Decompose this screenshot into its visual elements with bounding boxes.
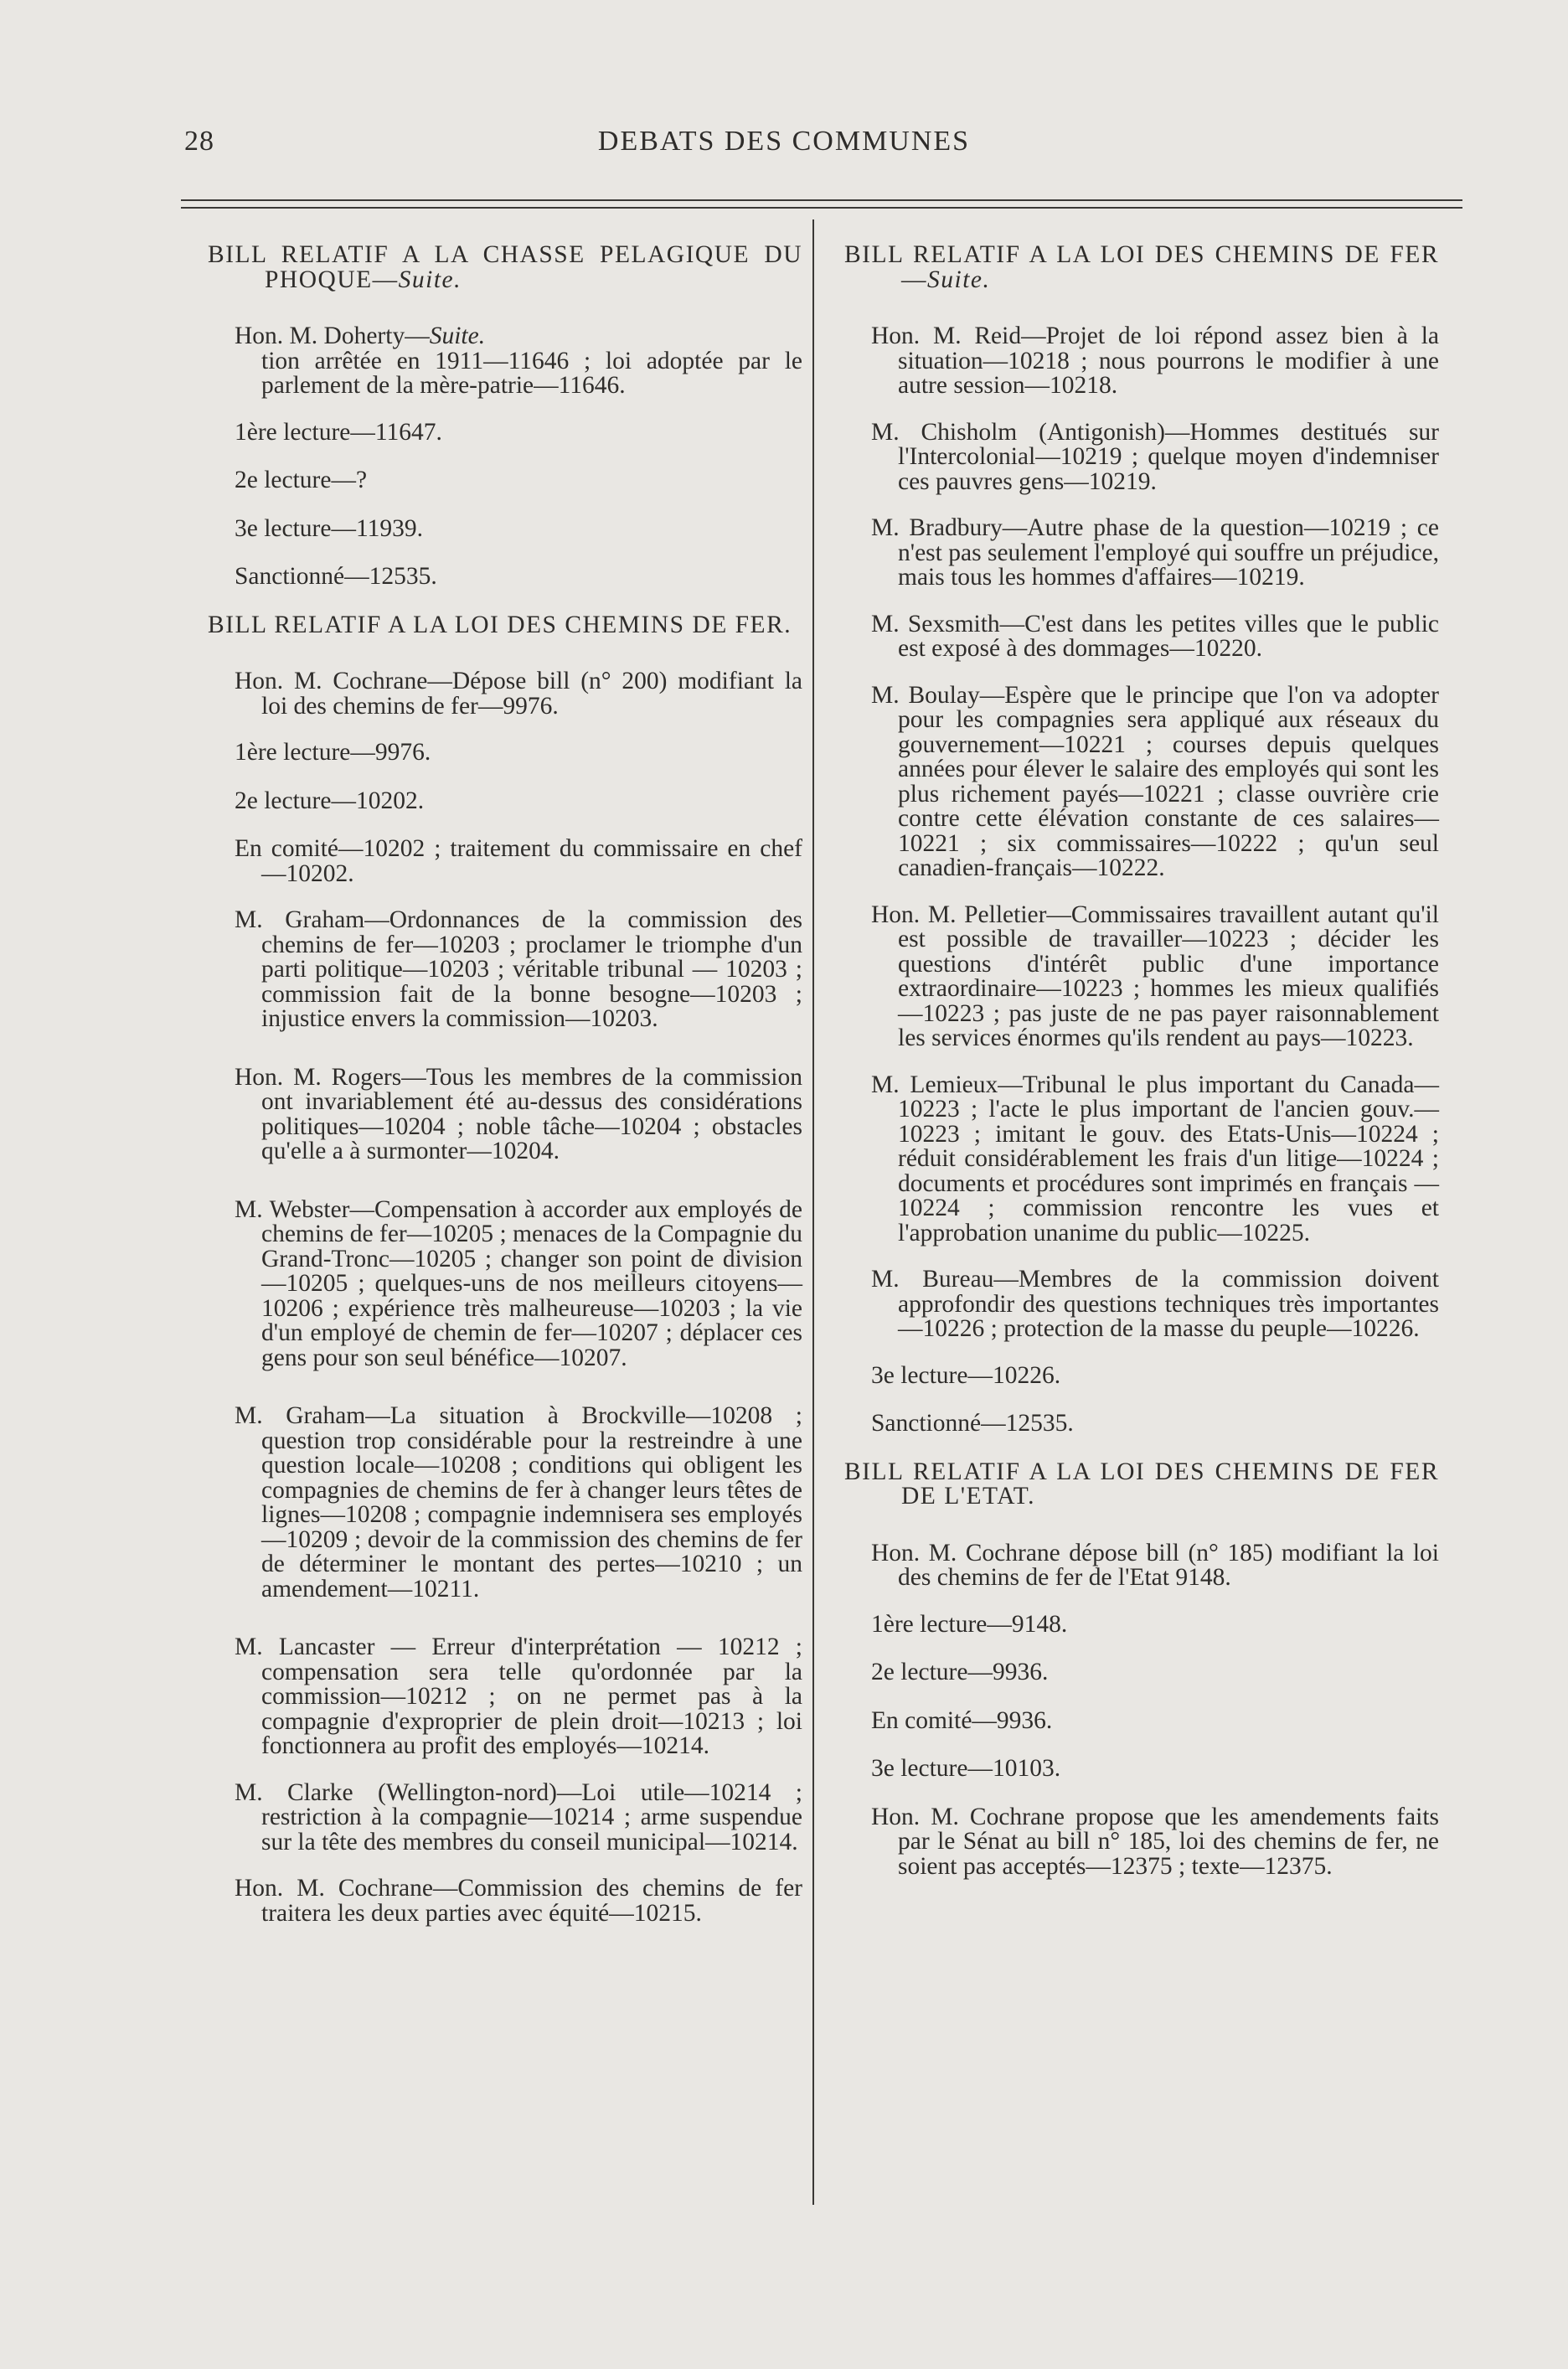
index-entry: 2e lecture—10202. xyxy=(235,787,425,814)
index-entry: M. Webster—Compensation à accorder aux employés de chemins de fer—10205 ; menaces de la Compagnie du Grand-Tronc—10205 ; changer son point de division—10205 ; quelques-uns de nos meilleurs citoyens—10206 ; expérience très malheureuse—10203 ; la vie d'un employé de chemin de fer—10207 ; déplacer ces gens pour son seul bénéfice—10207. xyxy=(235,1195,802,1371)
index-entry: Hon. M. Cochrane dépose bill (n° 185) modifiant la loi des chemins de fer de l'Etat 9148. xyxy=(871,1539,1439,1591)
index-entry: Hon. M. Reid—Projet de loi répond assez bien à la situation—10218 ; nous pourrons le modifier à une autre session—10218. xyxy=(871,323,1439,399)
index-entry: Hon. M. Cochrane—Commission des chemins de fer traitera les deux parties avec équité—10215. xyxy=(235,1875,802,1927)
bill-heading: BILL RELATIF A LA CHASSE PELAGIQUE DU PHOQUE—Suite. xyxy=(208,241,802,293)
index-entry: Sanctionné—12535. xyxy=(871,1410,1074,1437)
index-entry: Hon. M. Cochrane—Dépose bill (n° 200) modifiant la loi des chemins de fer—9976. xyxy=(235,668,802,720)
suite-label: Suite. xyxy=(429,323,486,349)
page-number: 28 xyxy=(184,126,214,157)
index-entry: M. Lemieux—Tribunal le plus important du Canada—10223 ; l'acte le plus important de l'ancien gouv.—10223 ; imitant le gouv. des Etats-Unis—10224 ; réduit considérablement les frais d'un litige—10224 ; documents et procédures sont imprimés en français —10224 ; commission rencontre les vues et l'approbation unanime du public—10225. xyxy=(871,1071,1439,1246)
header-rule-bottom xyxy=(181,207,1462,209)
index-entry: 3e lecture—11939. xyxy=(235,514,423,542)
suite-label: Suite. xyxy=(927,266,991,293)
suite-label: Suite. xyxy=(398,266,462,293)
bill-heading: BILL RELATIF A LA LOI DES CHEMINS DE FER DE L'ETAT. xyxy=(844,1458,1439,1510)
index-entry: Hon. M. Pelletier—Commissaires travaillent autant qu'il est possible de travailler—10223 ; décider les questions d'intérêt public d'une importance extraordinaire—10223 ; hommes les mieux qualifiés—10223 ; pas juste de ne pas payer raisonnablement les services énormes qu'ils rendent au pays—10223. xyxy=(871,901,1439,1051)
header-rule-top xyxy=(181,199,1462,201)
index-entry: 3e lecture—10226. xyxy=(871,1361,1061,1389)
index-entry: 1ère lecture—11647. xyxy=(235,418,442,446)
index-entry: Hon. M. Cochrane propose que les amendements faits par le Sénat au bill n° 185, loi des chemins de fer, ne soient pas acceptés—12375 ; texte—12375. xyxy=(871,1803,1439,1880)
index-entry: Hon. M. Doherty—Suite. tion arrêtée en 1911—11646 ; loi adoptée par le parlement de la mère-patrie—11646. xyxy=(235,323,802,399)
index-entry: En comité—10202 ; traitement du commissaire en chef—10202. xyxy=(235,835,802,887)
index-entry: 1ère lecture—9148. xyxy=(871,1610,1068,1638)
index-entry: 3e lecture—10103. xyxy=(871,1755,1061,1782)
index-entry: En comité—9936. xyxy=(871,1706,1053,1734)
index-entry: M. Bureau—Membres de la commission doivent approfondir des questions techniques très importantes—10226 ; protection de la masse du peuple—10226. xyxy=(871,1266,1439,1342)
index-entry: M. Clarke (Wellington-nord)—Loi utile—10214 ; restriction à la compagnie—10214 ; arme suspendue sur la tête des membres du conseil municipal—10214. xyxy=(235,1778,802,1855)
index-entry: Hon. M. Rogers—Tous les membres de la commission ont invariablement été au-dessus des considérations politiques—10204 ; noble tâche—10204 ; obstacles qu'elle a à surmonter—10204. xyxy=(235,1063,802,1164)
right-column xyxy=(844,243,1439,1901)
index-entry: 2e lecture—? xyxy=(235,467,368,493)
index-entry: M. Bradbury—Autre phase de la question—10219 ; ce n'est pas seulement l'employé qui souffre un préjudice, mais tous les hommes d'affaires—10219. xyxy=(871,514,1439,591)
index-entry: M. Boulay—Espère que le principe que l'on va adopter pour les compagnies sera appliqué aux réseaux du gouvernement—10221 ; courses depuis quelques années pour élever le salaire des employés qui sont les plus richement payés—10221 ; classe ouvrière crie contre cette élévation constante de ces salaires—10221 ; six commissaires—10222 ; qu'un seul canadien-français—10222. xyxy=(871,681,1439,881)
running-title: DEBATS DES COMMUNES xyxy=(597,126,971,157)
index-entry: M. Lancaster — Erreur d'interprétation — 10212 ; compensation sera telle qu'ordonnée par la commission—10212 ; on ne permet pas à la compagnie d'exproprier de plein droit—10213 ; loi fonctionnera au profit des employés—10214. xyxy=(235,1634,802,1759)
index-entry: M. Graham—Ordonnances de la commission des chemins de fer—10203 ; proclamer le triomphe d'un parti politique—10203 ; véritable tribunal — 10203 ; commission fait de la bonne besogne—10203 ; injustice envers la commission—10203. xyxy=(235,906,802,1032)
left-column xyxy=(208,243,802,1948)
index-entry: Sanctionné—12535. xyxy=(235,563,437,590)
bill-heading: BILL RELATIF A LA LOI DES CHEMINS DE FER—Suite. xyxy=(844,241,1439,293)
index-entry: M. Chisholm (Antigonish)—Hommes destitués sur l'Intercolonial—10219 ; quelque moyen d'indemniser ces pauvres gens—10219. xyxy=(871,418,1439,495)
bill-heading: BILL RELATIF A LA LOI DES CHEMINS DE FER. xyxy=(208,611,792,638)
index-entry: M. Sexsmith—C'est dans les petites villes que le public est exposé à des dommages—10220. xyxy=(871,610,1439,662)
index-entry: 1ère lecture—9976. xyxy=(235,739,431,766)
column-divider xyxy=(812,219,814,2205)
index-entry: M. Graham—La situation à Brockville—10208 ; question trop considérable pour la restreindre à une question locale—10208 ; conditions qui obligent les compagnies de chemins de fer à changer leurs têtes de lignes—10208 ; compagnie indemnisera ses employés—10209 ; devoir de la commission des chemins de fer de déterminer le montant des pertes—10210 ; un amendement—10211. xyxy=(235,1402,802,1603)
index-entry: 2e lecture—9936. xyxy=(871,1659,1049,1685)
